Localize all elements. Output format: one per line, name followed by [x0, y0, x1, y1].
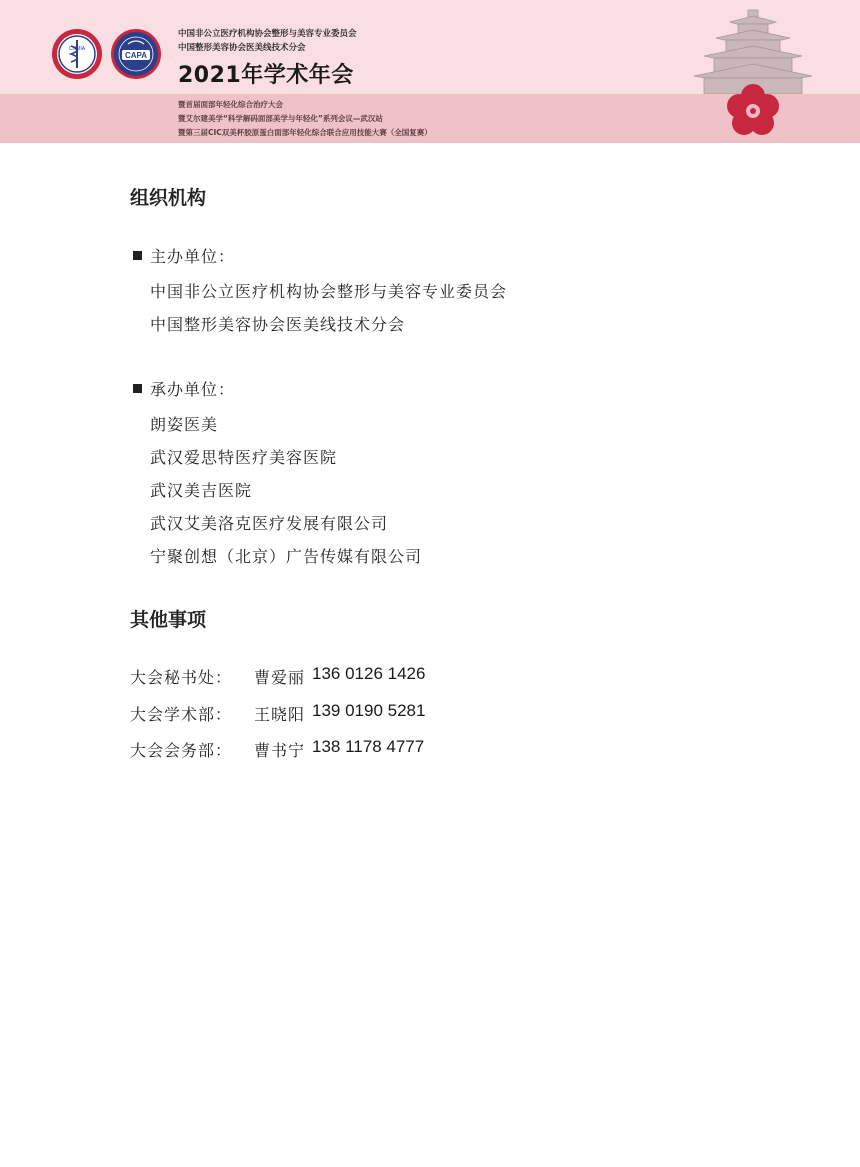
organizer-line-1: 中国非公立医疗机构协会整形与美容专业委员会 — [178, 29, 357, 39]
organizer-units-label — [133, 377, 235, 400]
cnmia-logo-icon — [51, 28, 103, 80]
yellow-crane-tower-icon — [688, 6, 818, 94]
subtitle-line-2: 暨艾尔建美学“科学解码面部美学与年轻化”系列会议—武汉站 — [178, 114, 383, 123]
header-banner — [0, 0, 860, 143]
plum-blossom-icon — [724, 82, 782, 140]
host-unit-item: 中国整形美容协会医美线技术分会 — [150, 315, 406, 334]
subtitle-line-1: 暨首届面部年轻化综合治疗大会 — [178, 100, 283, 109]
organization-section-title: 组织机构 — [130, 187, 207, 209]
page-title: 2021年学术年会 — [178, 63, 354, 88]
organizer-unit-item: 宁聚创想（北京）广告传媒有限公司 — [150, 547, 423, 566]
contact-phone: 139 0190 5281 — [312, 701, 426, 720]
contact-name: 王晓阳 — [254, 705, 306, 724]
bullet-square-icon — [133, 251, 142, 260]
logo-2-text: CAPA — [124, 51, 148, 60]
contact-role: 大会学术部： — [130, 705, 233, 724]
contact-role: 大会秘书处： — [130, 668, 233, 687]
host-unit-item: 中国非公立医疗机构协会整形与美容专业委员会 — [150, 282, 508, 301]
subtitle-line-3: 暨第三届CIC双美杯胶原蛋白面部年轻化综合联合应用技能大赛（全国复赛） — [178, 128, 432, 137]
contact-name: 曹书宁 — [254, 741, 306, 760]
organizer-units-label-text: 承办单位： — [150, 380, 236, 399]
contact-role: 大会会务部： — [130, 741, 233, 760]
contact-name: 曹爱丽 — [254, 668, 306, 687]
host-units-label — [133, 244, 235, 267]
organizer-unit-item: 武汉美吉医院 — [150, 481, 253, 500]
contact-phone: 136 0126 1426 — [312, 664, 426, 683]
bullet-square-icon — [133, 384, 142, 393]
contact-phone: 138 1178 4777 — [312, 737, 425, 756]
logo-1-text: CNMIA — [68, 46, 86, 52]
host-units-label-text: 主办单位： — [150, 247, 236, 266]
other-matters-section-title: 其他事项 — [130, 609, 207, 631]
organizer-unit-item: 武汉爱思特医疗美容医院 — [150, 448, 338, 467]
organizer-unit-item: 武汉艾美洛克医疗发展有限公司 — [150, 514, 389, 533]
organizer-line-2: 中国整形美容协会医美线技术分会 — [178, 43, 306, 53]
organizer-unit-item: 朗姿医美 — [150, 415, 219, 434]
capa-logo-icon — [110, 28, 162, 80]
